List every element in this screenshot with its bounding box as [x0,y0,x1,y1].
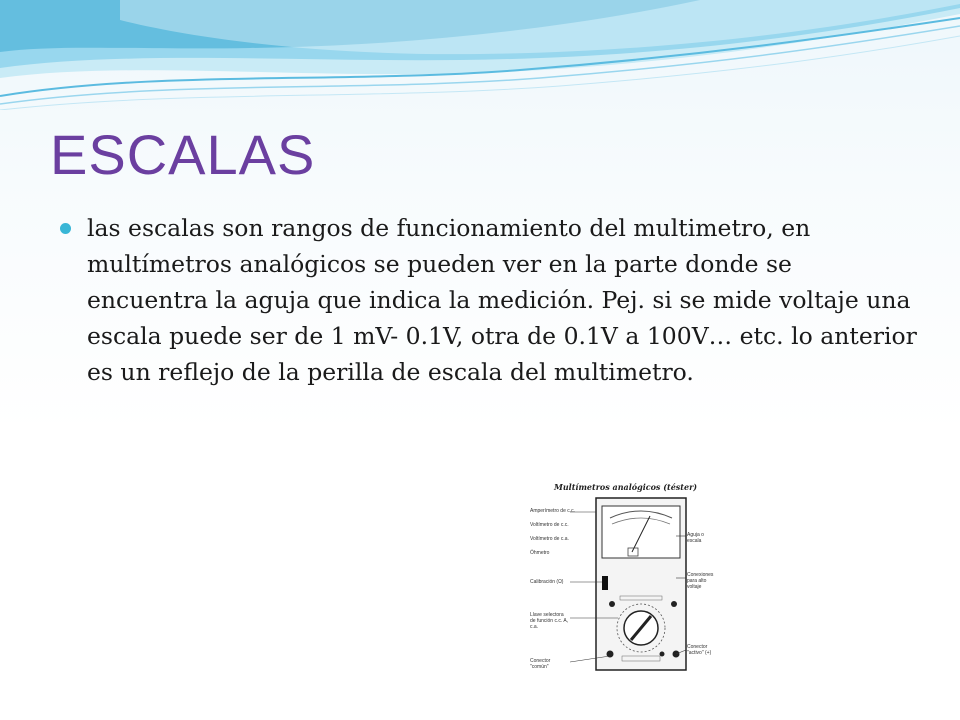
bullet-list [60,210,920,390]
header-wave-decoration [0,0,960,110]
bullet-icon [60,223,71,234]
label-alto-voltaje: Conexiones para alto voltaje [687,572,714,590]
label-voltimetro-cc: Voltímetro de c.c. [530,522,569,528]
label-llave-selectora: Llave selectora de función c.c. A, c.a. [530,612,569,630]
label-aguja: Aguja o escala [687,532,704,544]
label-voltimetro-ca: Voltímetro de c.a. [530,536,569,542]
label-ohmetro: Óhmetro [530,550,550,556]
label-amperimetro: Amperímetro de c.c. [530,508,576,514]
bullet-text: las escalas son rangos de funcionamiento del multimetro, en multímetros analógicos se pueden ver en la parte donde se encuentra la aguja que indica la medición. Pej. si se mide voltaje una escala puede ser de 1 mV- 0.1V, otra de 0.1V a 100V… etc. lo anterior es un reflejo de la perilla de escala del multimetro. [87,214,917,386]
label-conector-comun: Conector "común" [530,658,551,670]
multimeter-figure [526,478,716,720]
label-conector-activo: Conector "activo" (+) [687,644,712,656]
figure-title: Multímetros analógicos (téster) [554,482,698,492]
label-calibracion: Calibración (Ω) [530,579,564,585]
slide-title: ESCALAS [50,123,316,186]
list-item [60,210,920,390]
multimeter-illustration [526,478,716,720]
